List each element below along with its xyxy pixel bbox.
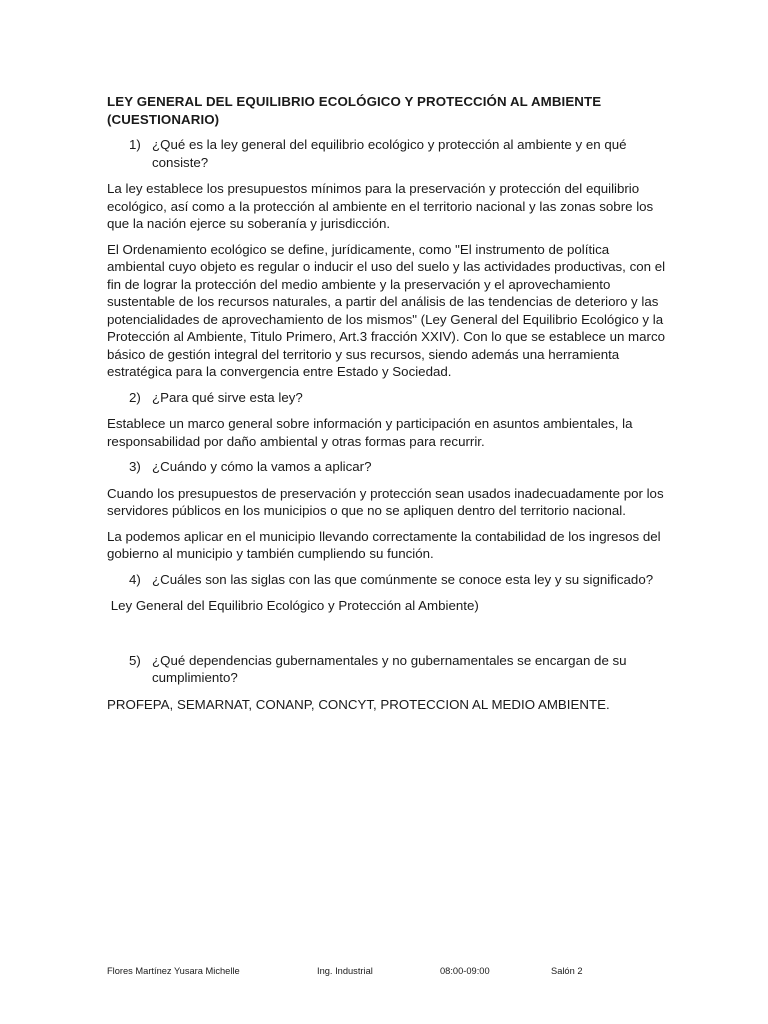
- question-2: [107, 389, 667, 407]
- answer-paragraph: Establece un marco general sobre información y participación en asuntos ambientales, la responsabilidad por daño ambiental y otras formas para recurrir.: [107, 416, 633, 449]
- footer-schedule: 08:00-09:00: [440, 966, 490, 976]
- question-text: ¿Qué es la ley general del equilibrio ecológico y protección al ambiente y en qué consiste?: [152, 137, 627, 170]
- answer-paragraph: La ley establece los presupuestos mínimos para la preservación y protección del equilibrio ecológico, así como a la protección al ambiente en el territorio nacional y las zonas sobre los que la nación ejerce su soberanía y jurisdicción.: [107, 181, 654, 231]
- footer-career: Ing. Industrial: [317, 966, 373, 976]
- question-number: 5): [129, 652, 141, 668]
- footer-room: Salón 2: [551, 966, 583, 976]
- question-5: [107, 652, 667, 687]
- question-text: ¿Qué dependencias gubernamentales y no gubernamentales se encargan de su cumplimiento?: [152, 652, 627, 685]
- question-1: [107, 136, 667, 171]
- document-title: LEY GENERAL DEL EQUILIBRIO ECOLÓGICO Y PROTECCIÓN AL AMBIENTE (CUESTIONARIO): [107, 94, 602, 127]
- question-3: [107, 458, 667, 476]
- question-number: 4): [129, 571, 141, 587]
- question-number: 2): [129, 389, 141, 405]
- answer-paragraph: La podemos aplicar en el municipio llevando correctamente la contabilidad de los ingresos del gobierno al municipio y también cumpliendo su función.: [107, 528, 661, 561]
- footer-student-name: Flores Martínez Yusara Michelle: [107, 966, 240, 976]
- question-text: ¿Cuándo y cómo la vamos a aplicar?: [152, 459, 372, 474]
- question-number: 3): [129, 459, 141, 474]
- document-body: [107, 93, 667, 721]
- question-text: ¿Cuáles son las siglas con las que comúnmente se conoce esta ley y su significado?: [152, 571, 654, 587]
- answer-paragraph: Ley General del Equilibrio Ecológico y Protección al Ambiente): [107, 598, 479, 613]
- question-text: ¿Para qué sirve esta ley?: [152, 389, 303, 405]
- question-number: 1): [129, 137, 141, 152]
- answer-paragraph: El Ordenamiento ecológico se define, jurídicamente, como "El instrumento de política ambiental cuyo objeto es regular o inducir el uso del suelo y las actividades productivas, con el fin de lograr la protección del medio ambiente y la preservación y el aprovechamiento sustentable de los recursos naturales, a partir del análisis de las tendencias de deterioro y las potencialidades de aprovechamiento de los mismos" (Ley General del Equilibrio Ecológico y la Protección al Ambiente, Titulo Primero, Art.3 fracción XXIV). Con lo que se establece un marco básico de gestión integral del territorio y sus recursos, siendo además una herramienta estratégica para la convergencia entre Estado y Sociedad.: [107, 241, 666, 379]
- answer-paragraph: Cuando los presupuestos de preservación y protección sean usados inadecuadamente por los servidores públicos en los municipios o que no se apliquen dentro del territorio nacional.: [107, 485, 664, 518]
- question-4: [107, 571, 667, 589]
- answer-paragraph: PROFEPA, SEMARNAT, CONANP, CONCYT, PROTECCION AL MEDIO AMBIENTE.: [107, 696, 610, 712]
